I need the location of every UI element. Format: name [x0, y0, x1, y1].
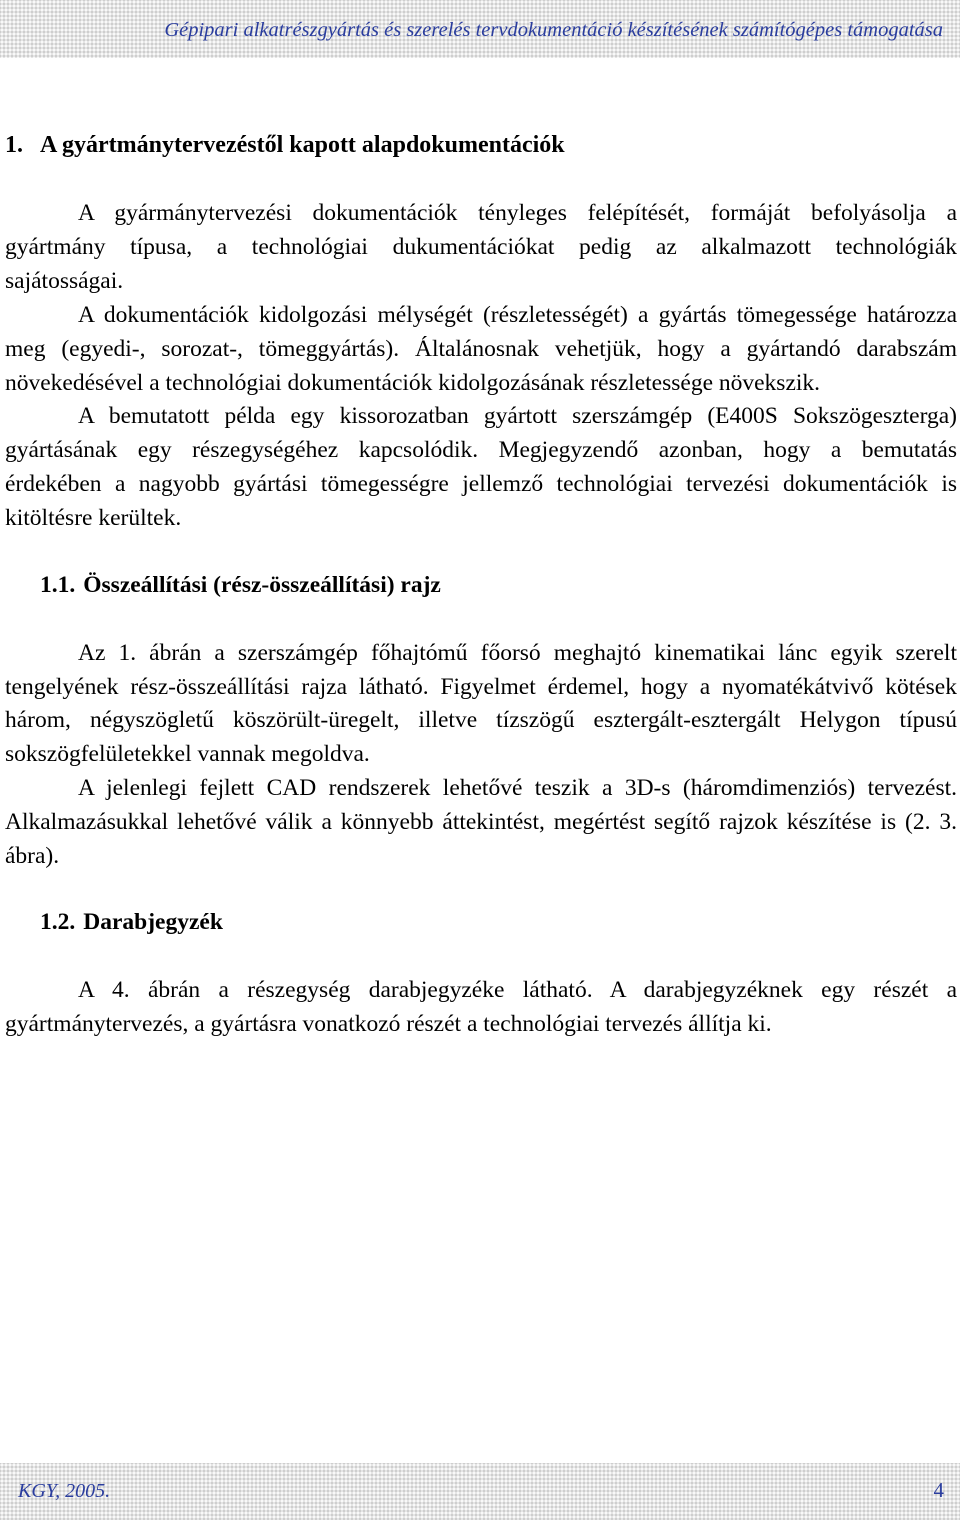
paragraph-line: meg (egyedi-, sorozat-, tömeggyártás). Általánosnak vehetjük, hogy a gyártandó darabszám [5, 336, 957, 362]
paragraph-line: ábra). [5, 843, 60, 869]
paragraph-line: gyártmánytervezés, a gyártásra vonatkozó részét a technológiai tervezés állítja ki. [5, 1011, 772, 1037]
chapter-number: 1. [5, 132, 23, 158]
paragraph-line: A bemutatott példa egy kissorozatban gyártott szerszámgép (E400S Sokszögeszterga) [78, 403, 957, 429]
section-title: Darabjegyzék [83, 909, 223, 935]
section-heading [40, 568, 441, 602]
section-title: Összeállítási (rész-összeállítási) rajz [83, 572, 441, 598]
running-header-title: Gépipari alkatrészgyártás és szerelés tervdokumentáció készítésének számítógépes támogatása [164, 19, 943, 41]
paragraph-line: sajátosságai. [5, 268, 124, 294]
paragraph-line: Alkalmazásukkal lehetővé válik a könnyebb áttekintést, megértést segítő rajzok készítése is (2. 3. [5, 809, 957, 835]
paragraph-line: A gyármánytervezési dokumentációk tényleges felépítését, formáját befolyásolja a [78, 200, 957, 226]
page-number: 4 [933, 1478, 944, 1502]
section-number: 1.1. [40, 572, 76, 598]
paragraph-line: Az 1. ábrán a szerszámgép főhajtómű főorsó meghajtó kinematikai lánc egyik szerelt [78, 640, 957, 666]
chapter-heading [5, 128, 565, 162]
section-heading [40, 905, 223, 939]
running-footer [0, 1463, 960, 1520]
paragraph-line: gyártmány típusa, a technológiai dukumentációkat pedig az alkalmazott technológiák [5, 234, 957, 260]
paragraph-line: gyártásának egy részegységéhez kapcsolódik. Megjegyzendő azonban, hogy a bemutatás [5, 437, 957, 463]
paragraph-line: érdekében a nagyobb gyártási tömegességre jellemző technológiai tervezési dokumentációk is [5, 471, 957, 497]
running-header [0, 0, 960, 58]
paragraph-line: A jelenlegi fejlett CAD rendszerek lehetővé teszik a 3D-s (háromdimenziós) tervezést. [78, 775, 957, 801]
paragraph-line: kitöltésre kerültek. [5, 505, 182, 531]
chapter-title: A gyártmánytervezéstől kapott alapdokumentációk [40, 132, 565, 158]
paragraph-line: tengelyének rész-összeállítási rajza látható. Figyelmet érdemel, hogy a nyomatékátvivő kötések [5, 674, 957, 700]
footer-author-year: KGY, 2005. [18, 1480, 111, 1502]
section-number: 1.2. [40, 909, 76, 935]
paragraph-line: növekedésével a technológiai dokumentációk kidolgozásának részletessége növekszik. [5, 370, 821, 396]
paragraph-line: három, négyszögletű köszörült-üregelt, illetve tízszögű esztergált-esztergált Helygon típusú [5, 707, 957, 733]
paragraph-line: A 4. ábrán a részegység darabjegyzéke látható. A darabjegyzéknek egy részét a [78, 977, 957, 1003]
paragraph-line: A dokumentációk kidolgozási mélységét (részletességét) a gyártás tömegessége határozza [78, 302, 957, 328]
paragraph-line: sokszögfelületekkel vannak megoldva. [5, 741, 370, 767]
